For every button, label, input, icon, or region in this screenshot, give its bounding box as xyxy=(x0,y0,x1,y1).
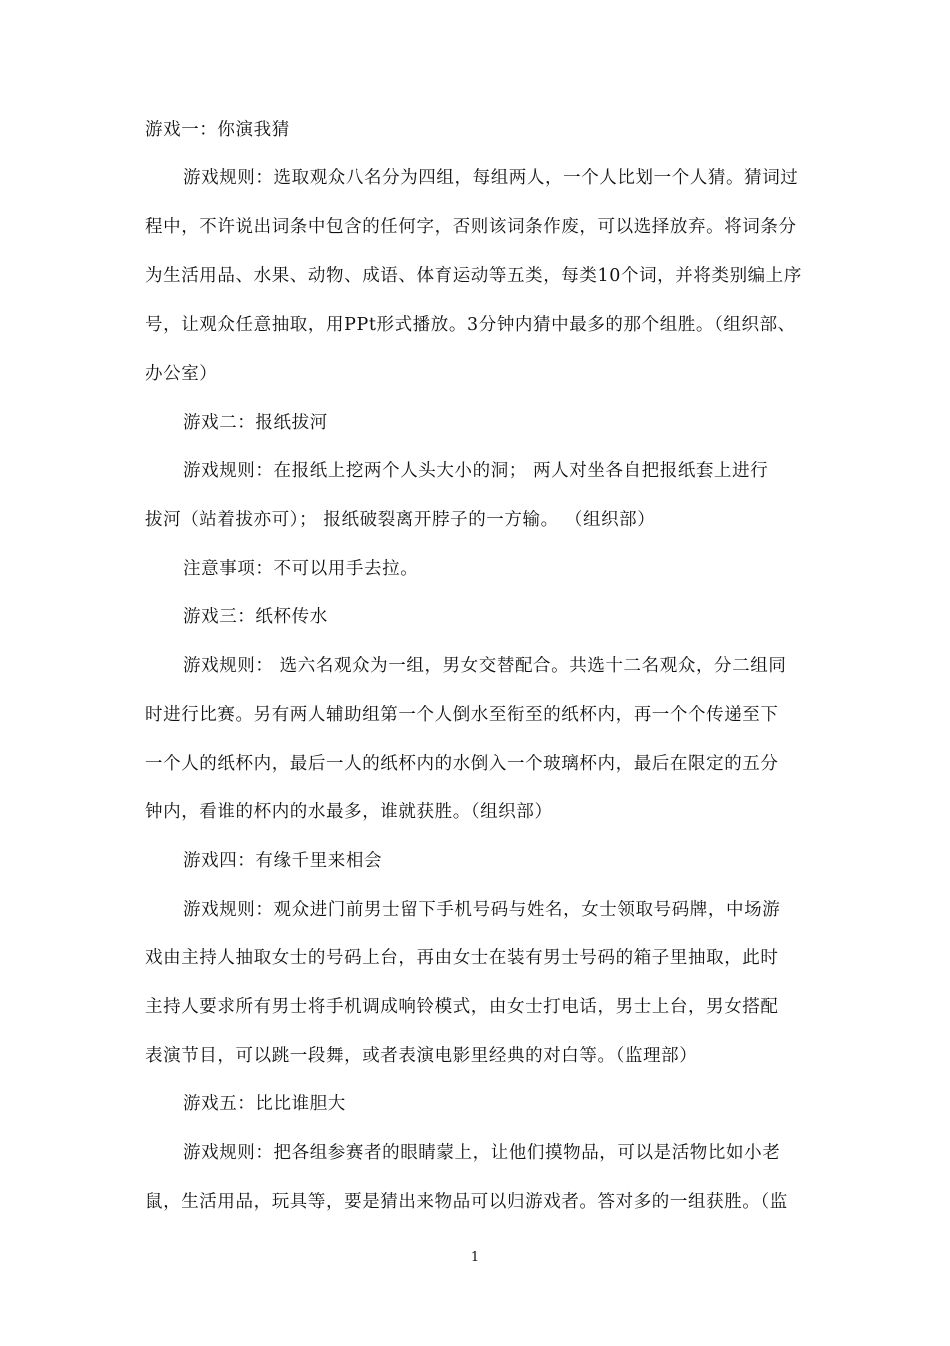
game3-rules-line: 钟内，看谁的杯内的水最多，谁就获胜。（组织部） xyxy=(145,802,553,822)
game1-rules-line: 办公室） xyxy=(145,364,218,384)
game4-rules-line: 游戏规则：观众进门前男士留下手机号码与姓名，女士领取号码牌，中场游 xyxy=(183,900,781,920)
game3-rules-line: 时进行比赛。另有两人辅助组第一个人倒水至衔至的纸杯内，再一个个传递至下 xyxy=(145,705,779,725)
game1-rules-line: 号，让观众任意抽取，用PPt形式播放。3分钟内猜中最多的那个组胜。（组织部、 xyxy=(145,315,796,335)
game1-title: 游戏一：你演我猜 xyxy=(145,120,290,140)
game4-rules-line: 主持人要求所有男士将手机调成响铃模式，由女士打电话，男士上台，男女搭配 xyxy=(145,997,779,1017)
game4-rules-line: 戏由主持人抽取女士的号码上台，再由女士在装有男士号码的箱子里抽取，此时 xyxy=(145,948,779,968)
game3-rules-line: 游戏规则： 选六名观众为一组，男女交替配合。共选十二名观众，分二组同 xyxy=(183,656,787,676)
game2-rules-line: 游戏规则：在报纸上挖两个人头大小的洞； 两人对坐各自把报纸套上进行 xyxy=(183,461,769,481)
game5-title: 游戏五：比比谁胆大 xyxy=(183,1094,346,1114)
game4-rules-line: 表演节目，可以跳一段舞，或者表演电影里经典的对白等。（监理部） xyxy=(145,1046,698,1066)
game4-title: 游戏四：有缘千里来相会 xyxy=(183,851,383,871)
game5-rules-line: 游戏规则：把各组参赛者的眼睛蒙上，让他们摸物品，可以是活物比如小老 xyxy=(183,1143,781,1163)
game2-rules-line: 拔河（站着拔亦可）； 报纸破裂离开脖子的一方输。 （组织部） xyxy=(145,510,656,530)
game2-title: 游戏二：报纸拔河 xyxy=(183,413,328,433)
game5-rules-line: 鼠，生活用品，玩具等，要是猜出来物品可以归游戏者。答对多的一组获胜。（监 xyxy=(145,1192,788,1212)
game2-notice: 注意事项：不可以用手去拉。 xyxy=(183,559,419,579)
game1-rules-line: 程中，不许说出词条中包含的任何字，否则该词条作废，可以选择放弃。将词条分 xyxy=(145,217,797,237)
game3-title: 游戏三：纸杯传水 xyxy=(183,607,328,627)
game3-rules-line: 一个人的纸杯内，最后一人的纸杯内的水倒入一个玻璃杯内，最后在限定的五分 xyxy=(145,754,779,774)
game1-rules-line: 游戏规则：选取观众八名分为四组，每组两人，一个人比划一个人猜。猜词过 xyxy=(183,168,799,188)
page-number: 1 xyxy=(470,1250,480,1265)
game1-rules-line: 为生活用品、水果、动物、成语、体育运动等五类，每类10个词，并将类别编上序 xyxy=(145,266,802,286)
